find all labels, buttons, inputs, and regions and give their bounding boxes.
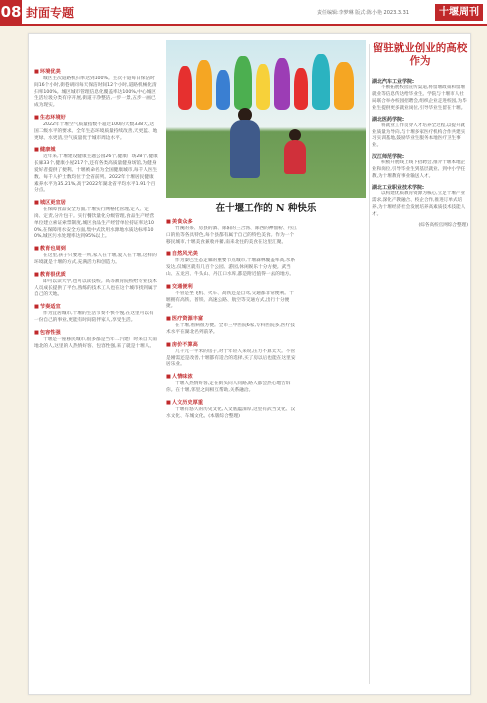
article-body: 近年来,十堰建设健康主题公园26个,健康广场28个,健康长廊33个,健康小屋217个,还有各类高质量健身场馆,为健身爱好者提供了便利。十堰被命名为全国健康城市,每千人医生数、每千人护士数均位于全省前列。2022年十堰居民健康素养水平为35.21%,高于2022年湖北省平均水平1.91个百分点。 <box>34 154 158 194</box>
article-body: 不管是坐飞机、火车、高铁还是自驾,交通都非常便利。十堰拥有高铁、普铁、高速公路、航空等交通方式,出行十分便捷。 <box>166 290 294 310</box>
article-body: 在这里,孩子只要进一所,家人在十堰,爱人在十堰,这样的环境就是十堰的方式,充满活力和创造力。 <box>34 253 157 265</box>
article <box>166 399 298 421</box>
sidebar-section <box>372 78 468 113</box>
child-figure <box>284 140 306 174</box>
article-body: 十堰有悠久的历史文化,人文底蕴深厚,这里有武当文化、汉水文化、车城文化。(本版综合整理) <box>166 406 296 419</box>
article-body: 城区主次道路机扫率达到100%。主次干道每日保洁时间16个小时,街巷胡同每天保洁时间12个小时,道路机械化清扫率100%。城区城市管理信息化覆盖率达100%,中心城区生活垃圾分类有序开展,街道干净整洁,一步一景,五步一画已成为现实。 <box>34 76 157 109</box>
sidebar-section-body: 积极开展线上线下招聘会,推介十堰本地企业和岗位,引导毕业生到基层就业、到中小学任教,为十堰教育事业输送人才。 <box>372 160 466 180</box>
article <box>166 341 298 369</box>
article <box>34 303 158 325</box>
sidebar-title: 留驻就业创业的高校作为 <box>372 42 468 67</box>
article-body: 2022年十堰空气质量指数不超过100的天数338天,达国二级水平的要求。全年生态环境质量持续改善,天更蓝、地更绿、水更清,空气质量优于城市周边水平。 <box>34 121 158 141</box>
article <box>34 114 158 142</box>
article <box>166 373 298 395</box>
article-heading: ■ 城区更宜居 <box>34 199 158 206</box>
article-body: 在保障食品安全方面,十堰实行网格化管理,定人、定岗、定责,分片包干。实行餐饮量化分级管理,食品生产经营单位建立索证索票制度,城区食品生产经营单位持证率达100%,在保障用水安全方面,集中式饮用水源地水质达标率100%,城区污水处理率达到95%以上。 <box>34 207 155 240</box>
sidebar-section-body: 以构建优质教育资源为核心,立足十堰产业需求,深化产教融合、校企合作,推进订单式培养,为十堰经济社会发展培养高素质技术技能人才。 <box>372 190 466 217</box>
article-heading: ■ 美食众多 <box>166 218 298 225</box>
editor-credits: 责任编辑:李梦琳 版式:陈小艳 2023.3.31 <box>317 10 409 16</box>
sidebar-section-heading: 湖北医药学院: <box>372 116 405 123</box>
middle-column <box>166 218 298 688</box>
sidebar-section <box>372 184 468 219</box>
article <box>166 315 298 337</box>
article <box>34 329 158 351</box>
photo-caption: 在十堰工作的 N 种快乐 <box>215 203 317 214</box>
adult-figure <box>230 120 260 178</box>
article-body: 十堰人热情好客,走在街头向人问路,路人都会热心地告诉你。在十堰,邻里之间相互帮助,关系融洽。 <box>166 381 291 393</box>
article-body: 几千元一平米的房子,对于年轻人来说,压力不算太大。不管是刚需还是改善,十堰都有适合的选择,买了房以后也能在这里安居乐业。 <box>166 348 296 368</box>
sidebar-section <box>372 153 468 181</box>
article-heading: ■ 医疗资源丰富 <box>166 315 298 322</box>
article-heading: ■ 交通便利 <box>166 283 298 290</box>
sidebar-section-heading: 汉江师范学院: <box>372 154 405 161</box>
sidebar-section-heading: 湖北工业职业技术学院: <box>372 184 425 191</box>
article <box>34 199 158 241</box>
article-heading: ■ 健康城 <box>34 146 158 153</box>
article <box>166 218 298 246</box>
article-body: 在十堰,看病很方便。全市三甲医院6家,专科医院多,医疗技术水平在湖北名列前茅。 <box>166 323 295 335</box>
article-body: 即可以读大学,也可以读技校。高等教育院校给专业技术人员成长提供了平台,熟练的技术工人也在这个城市找到属于自己的天地。 <box>34 278 158 298</box>
source-note: (綜各高校官网综合整理) <box>418 222 468 228</box>
article-body: 作为秦巴生态走廊的重要节点城市,十堰森林覆盖率高,水系发达,仅城区就有几百个公园、游园,休闲娱乐十分方便。武当山、五龙宫、牛头山、丹江口水库,都是附近值得一去的地方。 <box>166 258 296 277</box>
masthead <box>0 0 487 26</box>
article-heading: ■ 房价不算高 <box>166 341 298 348</box>
article <box>166 250 298 278</box>
column-divider <box>369 44 370 684</box>
article-heading: ■ 节奏适宜 <box>34 303 158 310</box>
article-heading: ■ 人情味浓 <box>166 373 298 380</box>
article-body: 十堰是一座移民城市,很多都是当年二汽建厂时来自天南地北的人,这里的人热情好客、包容性强,来了就是十堰人。 <box>34 336 157 349</box>
cover-photo <box>166 40 366 198</box>
left-column <box>34 68 158 688</box>
article <box>166 283 298 311</box>
article <box>34 245 158 267</box>
article-heading: ■ 教育也周到 <box>34 245 158 252</box>
article <box>34 146 158 195</box>
sidebar-section <box>372 116 468 151</box>
article-heading: ■ 自然风光美 <box>166 250 298 257</box>
park-sculpture <box>174 48 358 110</box>
article-heading: ■ 包容性强 <box>34 329 158 336</box>
article-heading: ■ 环境优美 <box>34 68 158 75</box>
article-body: 作为宜居城市,十堰的生活节奏不快不慢,在这里可以有一份自己的事业,更能有时间陪伴家人,享受生活。 <box>34 311 154 323</box>
article-body: 竹溪的茶、房县的酒、郧阳的三合汤、郧西的神仙粉、丹江口的鱼等各具特色,每个县都有属于自己的特色美食。作为一个移民城市,十堰美食兼收并蓄,南来北往的美食在这里汇聚。 <box>166 226 297 245</box>
brand-logo: 十堰周刊 <box>435 4 483 21</box>
section-name: 封面专题 <box>26 6 75 20</box>
page-number: 08 <box>0 0 22 24</box>
article <box>34 68 158 110</box>
article-heading: ■ 生态环境好 <box>34 114 158 121</box>
sidebar-section-body: 将就业工作贯穿人才培养全过程,以提升就业质量为导向,与十堰多家医疗机构合作共建实习实训基地,鼓励毕业生服务本地医疗卫生事业。 <box>372 122 466 149</box>
sidebar-section-body: 不断拓展校园宣传渠道,将留堰政策和留堰就业等信息传达给毕业生。学院与十堰市人社局联合举办校园招聘会,组织企业走进校园,为毕业生提供更多就业岗位,引导毕业生留在十堰。 <box>372 85 467 111</box>
right-column <box>372 40 468 686</box>
article-heading: ■ 教育很优质 <box>34 271 158 278</box>
article <box>34 271 158 299</box>
sidebar-section-heading: 湖北汽车工业学院: <box>372 79 415 85</box>
article-heading: ■ 人文历史厚重 <box>166 399 298 406</box>
